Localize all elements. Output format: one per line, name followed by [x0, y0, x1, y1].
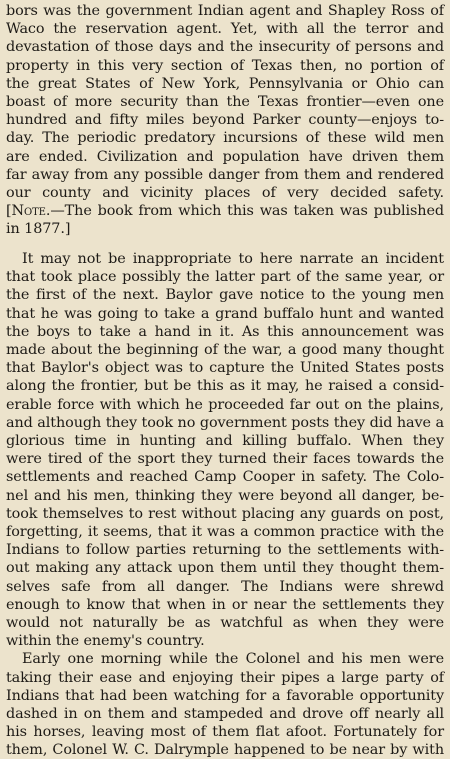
text-line: selves safe from all danger. The Indians were shrewd — [6, 578, 444, 595]
text-line: enough to know that when in or near the settlements they — [6, 596, 444, 613]
text-line: took themselves to rest without placing any guards on post, — [6, 505, 444, 522]
text-line: devastation of those days and the insecurity of persons and — [6, 39, 444, 56]
text-line: along the frontier, but be this as it may, he raised a consid- — [6, 378, 444, 395]
text-line: the boys to take a hand in it. As this announcement was — [6, 323, 444, 340]
text-line: boast of more security than the Texas frontier—even one — [6, 94, 444, 110]
text-line: in 1877.] — [6, 221, 71, 238]
text-line: and although they took no government posts they did have a — [6, 414, 444, 431]
text-line: erable force with which he proceeded far out on the plains, — [6, 396, 444, 413]
text-line: that took place possibly the latter part of the same year, or — [6, 269, 444, 286]
text-line: Waco the reservation agent. Yet, with all the terror and — [6, 21, 444, 38]
text-line: forgetting, it seems, that it was a common practice with the — [6, 524, 444, 540]
text-line: Early one morning while the Colonel and his men were — [22, 651, 444, 668]
text-line: would not naturally be as watchful as when they were — [6, 615, 444, 631]
text-line: our county and vicinity places of very decided safety. — [6, 185, 444, 201]
text-line: bors was the government Indian agent and Shapley Ross of — [6, 3, 444, 19]
note-text: —The book from which this was taken was published — [50, 203, 444, 220]
text-line: nel and his men, thinking they were beyond all danger, be- — [6, 487, 444, 504]
text-line: far away from any possible danger from them and rendered — [6, 166, 444, 183]
text-line: taking their ease and enjoying their pipes a large party of — [6, 669, 444, 686]
text-line: the great States of New York, Pennsylvania or Ohio can — [6, 75, 444, 92]
text-line: that he was going to take a grand buffalo hunt and wanted — [6, 305, 444, 322]
text-line: Indians that had been watching for a favorable opportunity — [6, 687, 444, 704]
text-line: his horses, leaving most of them flat afoot. Fortunately for — [6, 724, 444, 741]
text-line: dashed in on them and stampeded and drove off nearly all — [6, 706, 444, 722]
text-line: out making any attack upon them until they thought them- — [6, 560, 444, 577]
text-line: were tired of the sport they turned their faces towards the — [6, 451, 444, 468]
text-line: glorious time in hunting and killing buffalo. When they — [6, 433, 444, 449]
text-line: Indians to follow parties returning to the settlements with- — [6, 542, 444, 559]
text-line: that Baylor's object was to capture the United States posts — [6, 360, 444, 377]
text-line: hundred and fifty miles beyond Parker county—enjoys to- — [6, 112, 444, 129]
text-line: It may not be inappropriate to here narrate an incident — [22, 251, 444, 267]
note-label: Note. — [11, 203, 51, 220]
text-line: the first of the next. Baylor gave notice to the young men — [6, 287, 444, 304]
text-line: settlements and reached Camp Cooper in safety. The Colo- — [6, 469, 444, 486]
text-line: within the enemy's country. — [6, 633, 205, 650]
text-line: day. The periodic predatory incursions of these wild men — [6, 130, 444, 147]
note-line: [Note.—The book from which this was taken was published — [6, 203, 444, 220]
text-line: made about the beginning of the war, a good many thought — [6, 342, 444, 358]
text-line: property in this very section of Texas then, no portion of — [6, 57, 444, 74]
text-line: them, Colonel W. C. Dalrymple happened to be near by with — [6, 742, 444, 759]
text-line: are ended. Civilization and population have driven them — [6, 148, 444, 165]
